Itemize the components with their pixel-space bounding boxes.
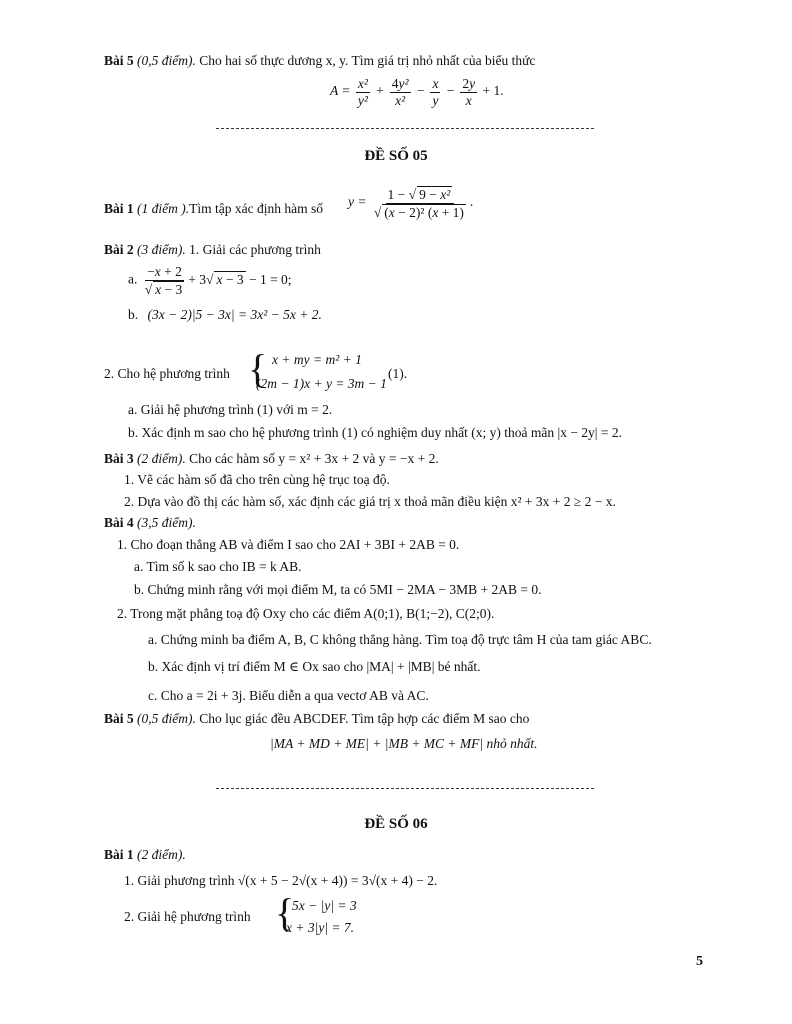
exam-title-05: ĐỀ SỐ 05 <box>364 148 428 164</box>
de05-bai2-line <box>104 242 321 258</box>
de05-bai1-formula: y = $\frac{\text{1 − √ 9 − x²}}{\text{√ (x − 2)² (x + 1)}}$ . <box>348 187 474 220</box>
de05-bai2-points: (3 điểm). <box>137 242 186 257</box>
de05-bai4-2c: c. Cho a = 2i + 3j. Biểu diễn a qua vectơ AB và AC. <box>148 688 429 703</box>
de05-bai2-2-text: 2. Cho hệ phương trình <box>104 366 230 381</box>
de06-bai1-2-text: 2. Giải hệ phương trình <box>124 909 251 924</box>
de05-bai4-points: (3,5 điểm). <box>137 515 196 530</box>
de06-system-eq1: 5x − |y| = 3 <box>292 898 357 913</box>
de06-bai1-1: 1. Giải phương trình √(x + 5 − 2√(x + 4)) = 3√(x + 4) − 2. <box>124 873 438 888</box>
de05-bai4-1: 1. Cho đoạn thẳng AB và điểm I sao cho 2AI + 3BI + 2AB = 0. <box>117 537 460 552</box>
de05-system-eq2: (2m − 1)x + y = 3m − 1 <box>256 376 387 391</box>
page-number: 5 <box>696 954 703 969</box>
de05-bai3-2: 2. Dựa vào đồ thị các hàm số, xác định các giá trị x thoả mãn điều kiện x² + 3x + 2 ≥ 2 − x. <box>124 494 616 509</box>
de05-bai3-points: (2 điểm). <box>137 451 186 466</box>
prev-bai5-line <box>104 53 535 69</box>
de05-bai3-text: Cho các hàm số y = x² + 3x + 2 và y = −x + 2. <box>189 451 439 466</box>
prev-bai5-points: (0,5 điểm). <box>137 53 196 68</box>
de05-bai2-a <box>128 264 292 297</box>
de05-bai4-1a: a. Tìm số k sao cho IB = k AB. <box>134 559 302 574</box>
de05-bai2-a-label: a. <box>128 271 138 287</box>
de05-bai3-1: 1. Vẽ các hàm số đã cho trên cùng hệ trục toạ độ. <box>124 472 390 487</box>
de05-bai4-2a: a. Chứng minh ba điểm A, B, C không thẳng hàng. Tìm toạ độ trực tâm H của tam giác ABC. <box>148 632 652 647</box>
de05-bai2-b-formula: (3x − 2)|5 − 3x| = 3x² − 5x + 2. <box>147 307 322 322</box>
section-divider <box>216 128 594 129</box>
de05-bai2-label: Bài 2 <box>104 242 134 257</box>
de05-bai4-2: 2. Trong mặt phẳng toạ độ Oxy cho các điểm A(0;1), B(1;−2), C(2;0). <box>117 606 495 621</box>
prev-bai5-formula: A = $\frac{\text{x²}}{\text{y²}}$ + $\frac{\text{4y²}}{\text{x²}}$ − $\frac{x}{y}$ − $\frac{2y}{x}$ + 1. <box>330 76 504 108</box>
de06-bai1-label: Bài 1 <box>104 847 134 862</box>
de05-bai2-text: 1. Giải các phương trình <box>189 242 321 257</box>
de05-bai5-line <box>104 711 529 727</box>
system-brace: { <box>275 890 295 935</box>
de05-bai3-label: Bài 3 <box>104 451 134 466</box>
de06-system-eq2: x + 3|y| = 7. <box>286 920 355 935</box>
de05-bai5-formula: |MA + MD + ME| + |MB + MC + MF| nhỏ nhất. <box>270 736 538 751</box>
de05-bai4-line <box>104 515 196 531</box>
system-brace: { <box>248 346 268 391</box>
de05-bai5-label: Bài 5 <box>104 711 134 726</box>
de06-bai1-line <box>104 847 186 863</box>
de05-bai1-points: (1 điểm ). <box>137 201 190 216</box>
de06-bai1-points: (2 điểm). <box>137 847 186 862</box>
de05-bai2-a-formula: $\frac{-x + 2}{√ x - 3}$ + 3√ x − 3 − 1 = 0; <box>144 264 292 297</box>
de05-bai4-label: Bài 4 <box>104 515 134 530</box>
de05-bai2-b <box>128 307 322 323</box>
de05-bai2-b-label: b. <box>128 307 139 322</box>
de05-bai4-1b: b. Chứng minh rằng với mọi điểm M, ta có 5MI − 2MA − 3MB + 2AB = 0. <box>134 582 542 597</box>
de05-bai2-2a: a. Giải hệ phương trình (1) với m = 2. <box>128 402 333 417</box>
de05-system-eq1: x + my = m² + 1 <box>272 352 362 367</box>
de05-bai1-line <box>104 201 323 217</box>
section-divider <box>216 788 594 789</box>
de05-bai1-label: Bài 1 <box>104 201 134 216</box>
de05-bai1-text: Tìm tập xác định hàm số <box>189 201 323 216</box>
de05-bai5-points: (0,5 điểm). <box>137 711 196 726</box>
de05-system-tag: (1). <box>388 366 408 381</box>
de05-bai3-line <box>104 451 439 467</box>
de05-bai4-2b: b. Xác định vị trí điểm M ∈ Ox sao cho |MA| + |MB| bé nhất. <box>148 659 481 674</box>
prev-bai5-text: Cho hai số thực dương x, y. Tìm giá trị nhỏ nhất của biểu thức <box>199 53 536 68</box>
prev-bai5-label: Bài 5 <box>104 53 134 68</box>
exam-title-06: ĐỀ SỐ 06 <box>364 816 428 832</box>
de05-bai2-2b: b. Xác định m sao cho hệ phương trình (1) có nghiệm duy nhất (x; y) thoả mãn |x − 2y| = 2. <box>128 425 622 440</box>
de05-bai5-text: Cho lục giác đều ABCDEF. Tìm tập hợp các điểm M sao cho <box>199 711 530 726</box>
